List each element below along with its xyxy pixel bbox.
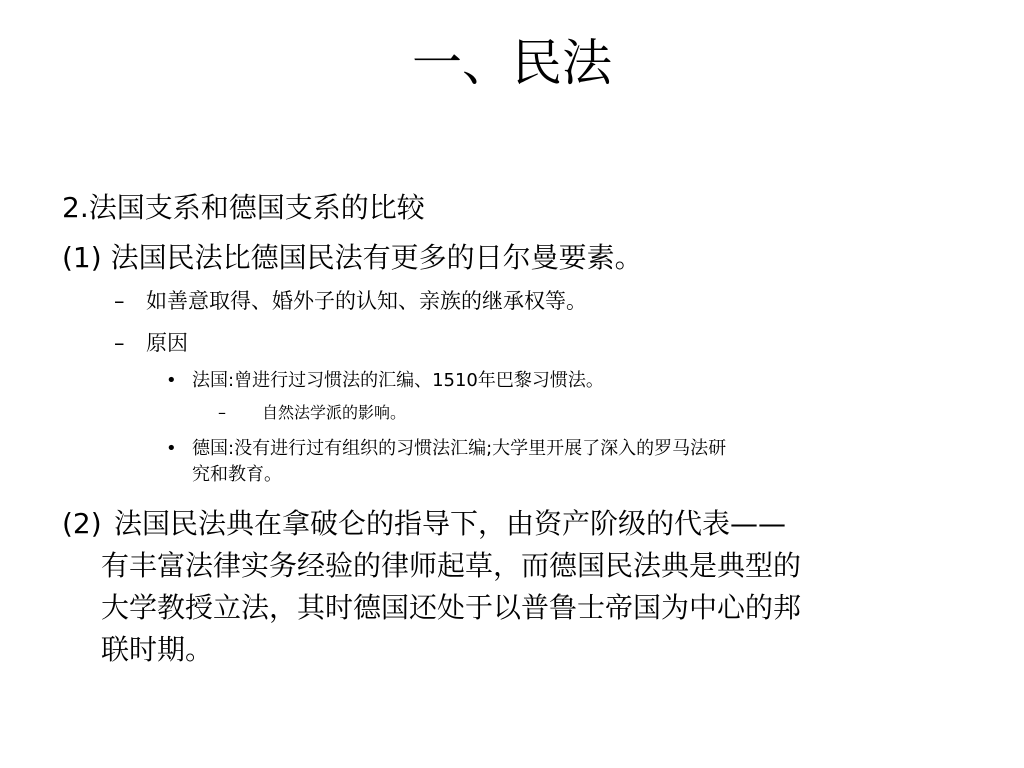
heading: 2.法国支系和德国支系的比较 xyxy=(62,191,425,224)
sub-bullet-2-text: 原因 xyxy=(146,331,188,355)
reason-france-detail-text: 自然法学派的影响。 xyxy=(262,403,407,422)
point-1 xyxy=(62,238,643,278)
reason-germany-line-1: 德国:没有进行过有组织的习惯法汇编;大学里开展了深入的罗马法研 xyxy=(192,438,727,459)
point-1-label: (1) xyxy=(62,241,102,274)
reason-germany-line-2: 究和教育。 xyxy=(192,464,282,485)
point-1-text: 法国民法比德国民法有更多的日尔曼要素。 xyxy=(110,241,643,274)
point-2-line-3: 大学教授立法，其时德国还处于以普鲁士帝国为中心的邦 xyxy=(101,591,802,624)
sub-bullet-1-text: 如善意取得、婚外子的认知、亲族的继承权等。 xyxy=(146,289,587,313)
point-2-line-4: 联时期。 xyxy=(101,633,214,666)
point-2-line-2: 有丰富法律实务经验的律师起草，而德国民法典是典型的 xyxy=(101,549,802,582)
bullet-marker: • xyxy=(166,370,177,391)
dash-marker: – xyxy=(114,331,125,355)
dash-marker: – xyxy=(218,403,226,422)
slide-title: 一、民法 xyxy=(412,34,612,92)
dash-marker: – xyxy=(114,289,125,313)
reason-france-text: 法国:曾进行过习惯法的汇编、1510年巴黎习惯法。 xyxy=(192,370,604,391)
point-2-line-1: 法国民法典在拿破仑的指导下，由资产阶级的代表—— xyxy=(114,507,787,540)
bullet-marker: • xyxy=(166,438,177,459)
point-2-label: (2) xyxy=(62,507,102,540)
